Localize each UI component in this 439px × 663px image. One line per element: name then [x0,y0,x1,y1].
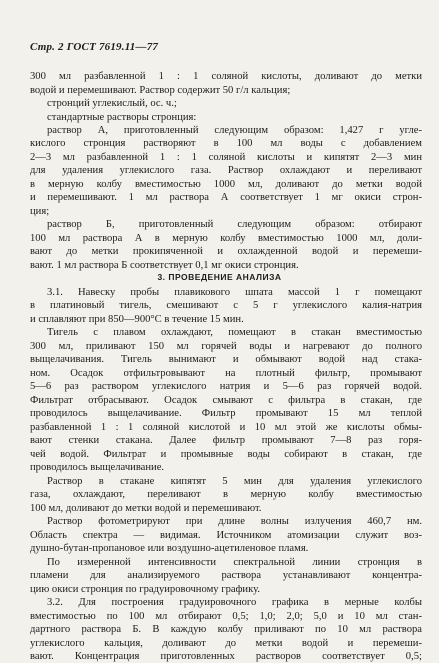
text-line: вают. Концентрация приготовленных растворов соответствует 0,5; [30,651,422,662]
text-line: проводилось выщелачивание. Фильтр промывают 15 мл теплой [30,408,422,420]
text-line: стронций углекислый, ос. ч.; [47,98,177,109]
section-heading: 3. ПРОВЕДЕНИЕ АНАЛИЗА [157,272,282,283]
text-line: Тигель с плавом охлаждают, помещают в стакан вместимостью [47,327,422,339]
text-line: вают стенки стакана. Далее фильтр промывают 7—8 раз горя- [30,435,422,447]
text-line: Область спектра — видимая. Источником атомизации служит воз- [30,529,422,541]
text-line: раствор А, приготовленный следующим образом: 1,427 г угле- [47,125,422,136]
text-line: Фильтрат отбрасывают. Осадок смывают с фильтра в стакан, где [30,394,422,406]
text-line: разбавленной 1 : 1 соляной кислотой и 10 мл этой же кислоты обмы- [30,421,422,433]
text-line: в мерную колбу вместимостью 1000 мл, доливают до метки водой [30,178,422,190]
text-line: 100 мл, доливают до метки водой и перемешивают. [30,502,262,514]
text-line: 5—6 раз раствором углекислого натрия и 5—6 раз горячей водой. [30,381,422,393]
text-line: 300 мл, приливают 150 мл горячей воды и нагревают до полного [30,340,422,352]
text-line: По измеренной интенсивности спектральной линии стронция в [47,556,422,568]
text-line: для удаления углекислого газа. Раствор охлаждают и переливают [30,165,422,177]
text-line: вместимостью по 100 мл отбирают 0,5; 1,0; 2,0; 5,0 и 10 мл стан- [30,610,422,622]
text-line: 3.2. Для построения градуировочного графика в мерные колбы [47,597,422,608]
text-line: стандартные растворы стронция: [47,111,197,123]
text-line: вают до метки прокипяченной и охлажденной водой и перемеши- [30,246,422,258]
text-line: 300 мл разбавленной 1 : 1 соляной кислоты, доливают до метки [30,71,422,82]
text-line: вают. 1 мл раствора Б соответствует 0,1 мг окиси стронция. [30,259,299,271]
text-line: газа, охлаждают, переливают в мерную колбу вместимостью [30,489,422,501]
text-line: кислого стронция растворяют в 100 мл воды с добавлением [30,138,422,150]
text-line: и сплавляют при 850—900°С в течение 15 мин. [30,313,244,325]
text-line: и перемешивают. 1 мл раствора А соответствует 1 мг окиси строн- [30,192,422,204]
text-line: выщелачивания. Тигель вынимают и обмывают водой над стака- [30,354,422,366]
text-line: углекислого кальция, доливают до метки водой и перемеши- [30,637,422,649]
text-line: 3.1. Навеску пробы плавикового шпата массой 1 г помещают [47,286,422,298]
page-header: Стр. 2 ГОСТ 7619.11—77 [30,41,159,53]
text-line: ном. Осадок отфильтровывают на плотный фильтр, промывают [30,367,422,379]
text-line: раствор Б, приготовленный следующим образом: отбирают [47,219,422,231]
text-line: в платиновый тигель, смешивают с 5 г углекислого калия-натрия [30,300,422,312]
text-line: 100 мл раствора А в мерную колбу вместимостью 1000 мл, доли- [30,232,422,244]
text-line: чей водой. Фильтрат и промывные воды собирают в стакан, где [30,448,422,460]
text-line: водой и перемешивают. Раствор содержит 50 г/л кальция; [30,84,291,96]
text-line: дартного раствора Б. В каждую колбу приливают по 10 мл раствора [30,624,422,635]
text-line: проводилось выщелачивание. [30,462,165,474]
text-line: Раствор в стакане кипятят 5 мин для удаления углекислого [47,475,422,487]
text-line: ция; [30,205,50,217]
text-line: пламени для анализируемого раствора устанавливают концентра- [30,570,422,582]
text-line: 2—3 мл разбавленной 1 : 1 соляной кислоты и кипятят 2—3 мин [30,151,422,163]
text-line: душно-бутан-пропановое или воздушно-ацетиленовое пламя. [30,543,309,555]
text-line: цию окиси стронция по градуировочному графику. [30,583,260,595]
text-line: Раствор фотометрируют при длине волны излучения 460,7 нм. [47,516,422,528]
